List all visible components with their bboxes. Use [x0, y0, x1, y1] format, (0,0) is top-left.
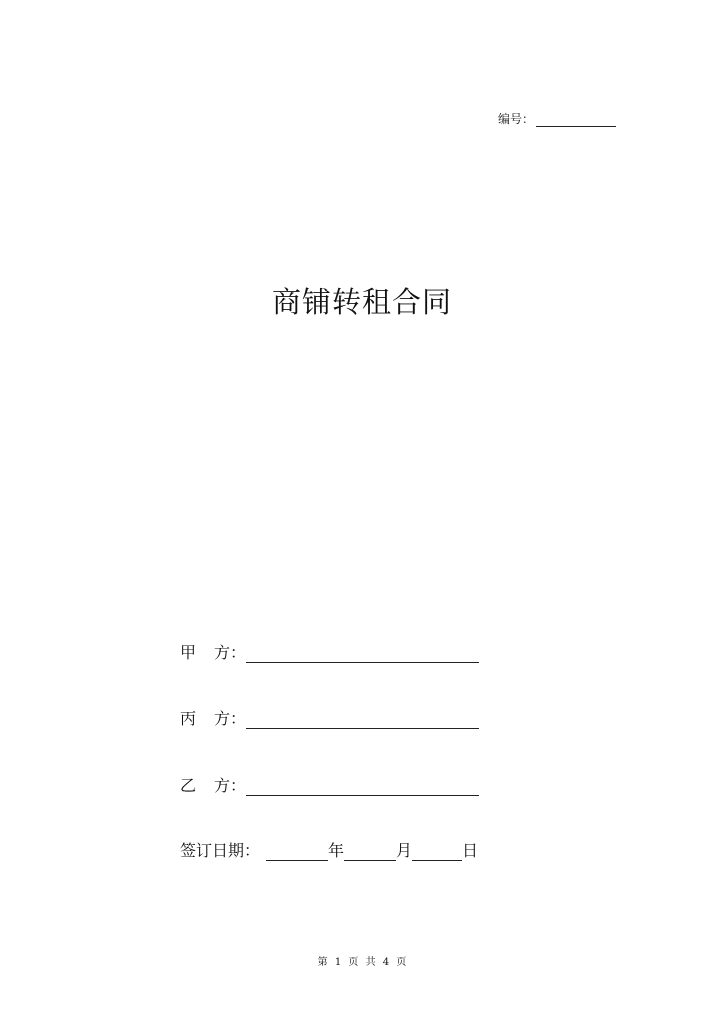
sign-month-unit: 月 [396, 841, 413, 860]
sign-month-blank[interactable] [344, 844, 396, 861]
document-title: 商铺转租合同 [271, 285, 452, 319]
sign-day-unit: 日 [462, 841, 479, 860]
party-b-blank[interactable] [246, 779, 479, 796]
party-a-row [180, 640, 479, 663]
party-c-blank[interactable] [246, 712, 479, 729]
serial-number-field [498, 110, 616, 127]
party-c-label-char: 丙 [180, 709, 197, 728]
serial-number-blank[interactable] [536, 114, 616, 127]
party-b-label-char: 乙 [180, 776, 197, 795]
sign-date-label: 签订日期： [180, 841, 261, 860]
footer-current-page: 1 [334, 957, 342, 968]
party-a-label-char: 甲 [180, 643, 197, 662]
sign-year-unit: 年 [328, 841, 345, 860]
party-c-label-suffix: 方： [214, 709, 247, 728]
sign-date-row [180, 838, 478, 861]
footer-prefix: 第 [317, 957, 328, 968]
party-a-label-suffix: 方： [214, 643, 247, 662]
footer-suffix: 页 [396, 957, 407, 968]
footer-total-pages: 4 [382, 957, 390, 968]
party-b-label-suffix: 方： [214, 776, 247, 795]
party-a-blank[interactable] [246, 646, 479, 663]
party-a-label [180, 640, 246, 663]
sign-year-blank[interactable] [266, 844, 328, 861]
party-c-label [180, 706, 246, 729]
page-footer [0, 953, 724, 968]
footer-page-word: 页 [348, 957, 359, 968]
sign-day-blank[interactable] [412, 844, 462, 861]
party-c-row [180, 706, 479, 729]
party-b-label [180, 773, 246, 796]
serial-number-label: 编号： [498, 112, 535, 126]
party-b-row [180, 773, 479, 796]
footer-total-word: 共 [365, 957, 376, 968]
